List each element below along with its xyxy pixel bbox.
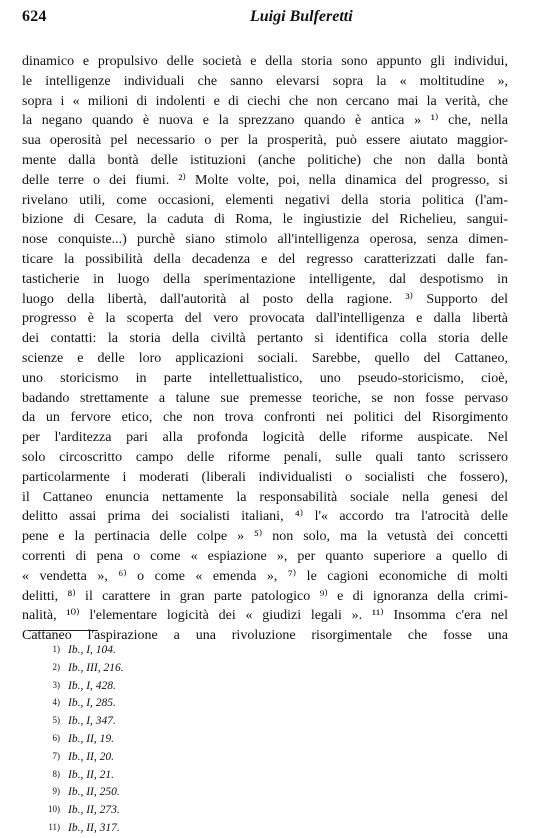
- text-line: nose conquiste...) purchè siano stimolo all'intelligenza operosa, senza dimen-: [22, 232, 508, 248]
- footnote-number: 5): [52, 715, 60, 726]
- footnote-text: Ib., II, 273.: [68, 804, 120, 817]
- text-line: solo circoscritto campo delle riforme penali, sulle quali tanto scrissero: [22, 449, 508, 465]
- footnote: [42, 695, 342, 713]
- footnote-divider: [28, 630, 98, 631]
- footnote-text: Ib., I, 285.: [68, 697, 116, 710]
- footnote-number: 8): [52, 768, 60, 779]
- footnote: [42, 660, 342, 678]
- footnote: [42, 678, 342, 696]
- text-line: per l'arditezza pari alla profonda logicità delle riforme auspicate. Nel: [22, 430, 508, 446]
- text-line: Cattaneo l'aspirazione a una rivoluzione risorgimentale che fosse una: [22, 628, 508, 644]
- footnote-number: 6): [52, 732, 60, 743]
- footnote: [42, 642, 342, 660]
- text-line: particolarmente i moderati (liberali individualisti o socialisti che fossero),: [22, 469, 508, 485]
- text-line: pene e la pertinacia delle colpe » ⁵⁾ non solo, ma la vetustà dei concetti: [22, 529, 508, 545]
- footnote-text: Ib., I, 347.: [68, 715, 116, 728]
- text-line: mente dalla bontà delle istituzioni (anche politiche) che non dalla bontà: [22, 152, 508, 168]
- text-line: sua operosità pel necessario o per la prosperità, può essere aiutato maggior-: [22, 133, 508, 149]
- text-line: « vendetta », ⁶⁾ o come « emenda », ⁷⁾ le cagioni economiche di molti: [22, 568, 508, 584]
- running-head: Luigi Bulferetti: [250, 8, 353, 25]
- text-line: dinamico e propulsivo delle società e della storia sono appunto gli individui,: [22, 54, 508, 69]
- footnote-number: 3): [52, 679, 60, 690]
- footnote: [42, 802, 342, 820]
- footnote-number: 2): [52, 661, 60, 672]
- text-line: correnti di pena o come « espiazione », per quanto superiore a quello di: [22, 548, 508, 564]
- footnote-text: Ib., III, 216.: [68, 661, 124, 674]
- body-text: [22, 52, 508, 646]
- footnote: [42, 784, 342, 802]
- footnote: [42, 820, 342, 838]
- footnote: [42, 731, 342, 749]
- footnote-text: Ib., II, 20.: [68, 750, 114, 763]
- text-line: uno storicismo in parte intellettualistico, uno pseudo-storicismo, cioè,: [22, 370, 508, 386]
- footnote-text: Ib., II, 317.: [68, 821, 120, 834]
- footnotes: [42, 642, 342, 838]
- page-number: 624: [22, 8, 47, 25]
- text-line: delitti, ⁸⁾ il carattere in gran parte patologico ⁹⁾ e di ignoranza della crimi-: [22, 588, 508, 604]
- text-line: delle terre o dei fiumi. ²⁾ Molte volte, poi, nella dinamica del progresso, si: [22, 172, 508, 188]
- footnote-number: 1): [52, 644, 60, 654]
- text-line: le intelligenze individuali che sanno elevarsi sopra la « moltitudine »,: [22, 73, 508, 89]
- footnote: [42, 749, 342, 767]
- text-line: la negano quando è nuova e la sprezzano quando è antica » ¹⁾ che, nella: [22, 113, 508, 129]
- text-line: delitto assai prima dei socialisti italiani, ⁴⁾ l'« accordo tra l'atrocità delle: [22, 509, 508, 525]
- text-line: ticare la possibilità della decadenza e del regresso caratterizzati dalle fan-: [22, 251, 508, 267]
- text-line: luogo della libertà, dall'autorità al posto della ragione. ³⁾ Supporto del: [22, 291, 508, 307]
- text-line: progresso è la scoperta del vero provocata dall'intelligenza e dalla libertà: [22, 311, 508, 327]
- footnote-number: 4): [52, 697, 60, 708]
- footnote-text: Ib., II, 19.: [68, 732, 114, 745]
- text-line: badando strettamente a talune sue premesse teoriche, se non fosse pervaso: [22, 390, 508, 406]
- text-line: tasticherie in luogo della sperimentazione intelligente, dal despotismo in: [22, 271, 508, 287]
- text-line: il Cattaneo enuncia nettamente la responsabilità sociale nella genesi del: [22, 489, 508, 505]
- footnote-text: Ib., I, 428.: [68, 679, 116, 692]
- text-line: sopra i « milioni di indolenti e di ciechi che non cercano mai la verità, che: [22, 93, 508, 109]
- text-line: dei contatti: la storia della civiltà pertanto si identifica colla storia delle: [22, 331, 508, 347]
- page-header: [22, 8, 522, 30]
- text-line: rivelano utili, come occasioni, elementi negativi della storia politica (l'am-: [22, 192, 508, 208]
- text-line: nalità, ¹⁰⁾ l'elementare logicità dei « giudizi legali ». ¹¹⁾ Insomma c'era nel: [22, 608, 508, 624]
- footnote-number: 10): [48, 804, 60, 815]
- text-line: scienze e delle loro applicazioni sociali. Sarebbe, quello del Cattaneo,: [22, 350, 508, 366]
- footnote: [42, 713, 342, 731]
- footnote-text: Ib., I, 104.: [68, 644, 116, 656]
- footnote: [42, 767, 342, 785]
- footnote-text: Ib., II, 21.: [68, 768, 114, 781]
- footnote-number: 11): [48, 821, 60, 832]
- footnote-text: Ib., II, 250.: [68, 786, 120, 799]
- text-line: da un fervore etico, che non trova confronti nei politici del Risorgimento: [22, 410, 508, 426]
- text-line: bizione di Cesare, la caduta di Roma, le ingiustizie del Richelieu, sangui-: [22, 212, 508, 228]
- footnote-number: 7): [52, 750, 60, 761]
- footnote-number: 9): [52, 786, 60, 797]
